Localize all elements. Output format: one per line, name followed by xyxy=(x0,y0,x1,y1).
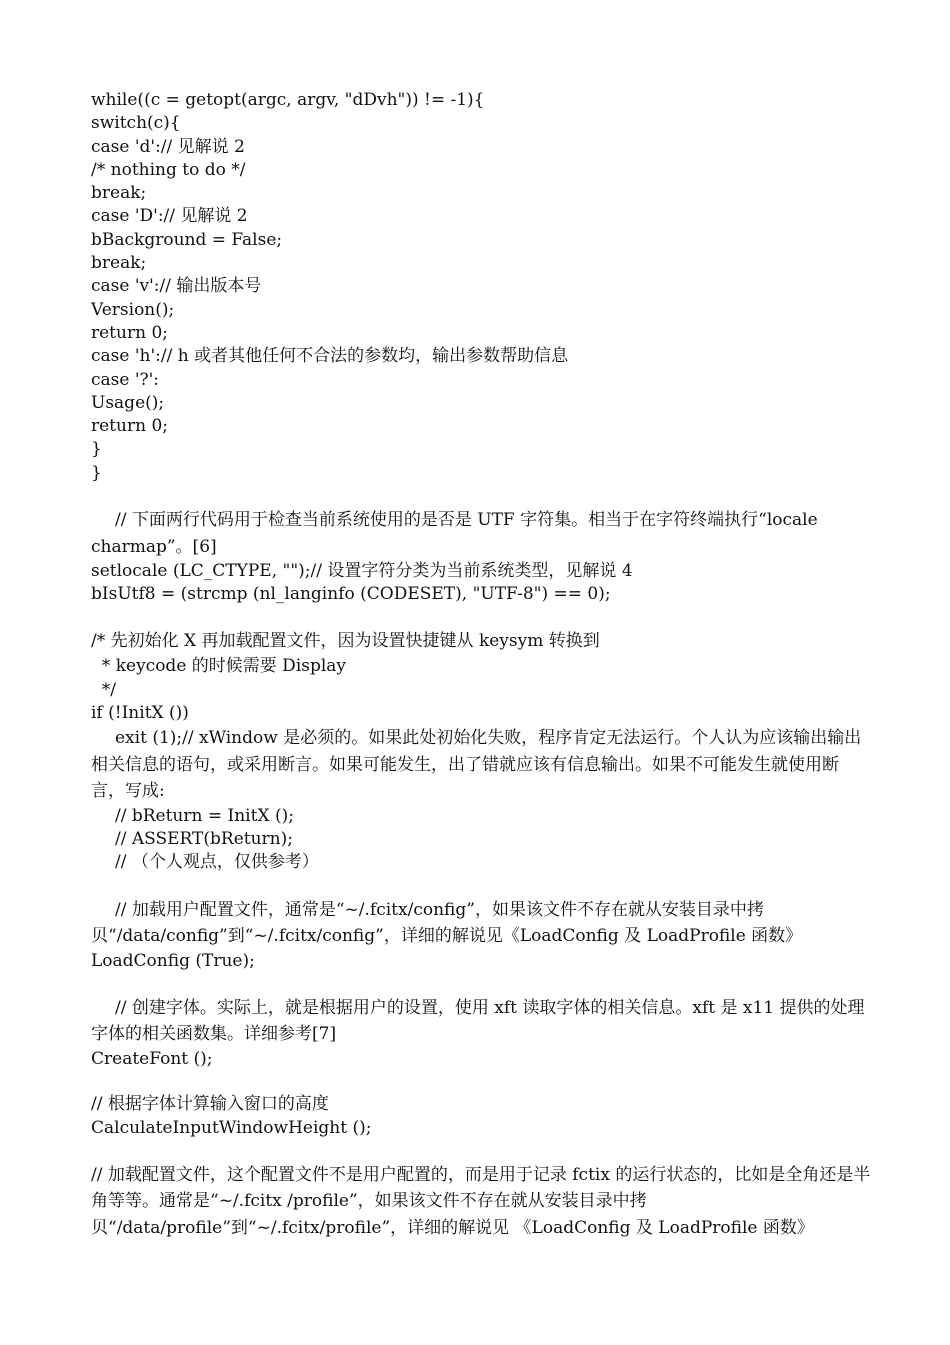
code-line: break; xyxy=(91,183,147,204)
comment-line: */ xyxy=(91,679,117,700)
initx-comment-block xyxy=(91,629,871,702)
code-line: return 0; xyxy=(91,416,168,437)
code-line: case 'h':// h 或者其他任何不合法的参数均，输出参数帮助信息 xyxy=(91,346,569,367)
if-initx-line: if (!InitX ()) xyxy=(91,702,189,723)
code-line: case 'D':// 见解说 2 xyxy=(91,206,248,227)
assert-block xyxy=(91,805,871,875)
createfont-call-line: CreateFont (); xyxy=(91,1048,213,1069)
code-line: case 'v':// 输出版本号 xyxy=(91,276,262,297)
loadconfig-comment-paragraph: // 加载用户配置文件，通常是“~/.fcitx/config”，如果该文件不存在就从安装目录中拷贝“/data/config”到“~/.fcitx/config”，详细的解说见《LoadConfig 及 LoadProfile 函数》 xyxy=(91,899,803,947)
height-comment-line: // 根据字体计算输入窗口的高度 xyxy=(91,1094,329,1115)
setlocale-line: setlocale (LC_CTYPE, "");// 设置字符分类为当前系统类型，见解说 4 xyxy=(91,561,633,582)
getopt-code-block xyxy=(91,89,871,485)
assert-line: // bReturn = InitX (); xyxy=(115,805,294,826)
code-line: /* nothing to do */ xyxy=(91,159,246,180)
assert-line: // （个人观点，仅供参考） xyxy=(115,852,319,873)
code-line: while((c = getopt(argc, argv, "dDvh")) != -1){ xyxy=(91,90,485,110)
comment-line: * keycode 的时候需要 Display xyxy=(91,655,347,676)
code-line: case '?': xyxy=(91,369,160,390)
code-line: return 0; xyxy=(91,322,168,343)
code-line: Version(); xyxy=(91,299,175,320)
code-line: Usage(); xyxy=(91,392,165,413)
locale-comment-paragraph: // 下面两行代码用于检查当前系统使用的是否是 UTF 字符集。相当于在字符终端执行“locale charmap”。[6] xyxy=(91,510,818,557)
code-line: switch(c){ xyxy=(91,113,181,134)
code-line: } xyxy=(91,462,102,483)
code-line: bBackground = False; xyxy=(91,229,283,250)
createfont-comment-paragraph: // 创建字体。实际上，就是根据用户的设置，使用 xft 读取字体的相关信息。xft 是 x11 提供的处理字体的相关函数集。详细参考[7] xyxy=(91,997,865,1045)
comment-line: /* 先初始化 X 再加载配置文件，因为设置快捷键从 keysym 转换到 xyxy=(91,630,600,651)
code-line: break; xyxy=(91,253,147,274)
loadconfig-call-line: LoadConfig (True); xyxy=(91,950,255,971)
document-page xyxy=(91,89,871,1241)
assert-line: // ASSERT(bReturn); xyxy=(115,829,293,850)
profile-comment-paragraph: // 加载配置文件，这个配置文件不是用户配置的，而是用于记录 fctix 的运行状态的，比如是全角还是半角等等。通常是“~/.fcitx /profile”，如果该文件不存在就从安装目录中拷贝“/data/profile”到“~/.fcitx/profile”，详细的解说见 《LoadConfig 及 LoadProfile 函数》 xyxy=(91,1164,871,1238)
height-call-line: CalculateInputWindowHeight (); xyxy=(91,1117,372,1138)
code-line: } xyxy=(91,439,102,460)
code-line: case 'd':// 见解说 2 xyxy=(91,136,245,157)
exit-comment-paragraph: exit (1);// xWindow 是必须的。如果此处初始化失败，程序肯定无法运行。个人认为应该输出输出相关信息的语句，或采用断言。如果可能发生，出了错就应该有信息输出。如果不可能发生就使用断言，写成: xyxy=(91,728,862,802)
isutf8-line: bIsUtf8 = (strcmp (nl_langinfo (CODESET), "UTF-8") == 0); xyxy=(91,584,611,605)
